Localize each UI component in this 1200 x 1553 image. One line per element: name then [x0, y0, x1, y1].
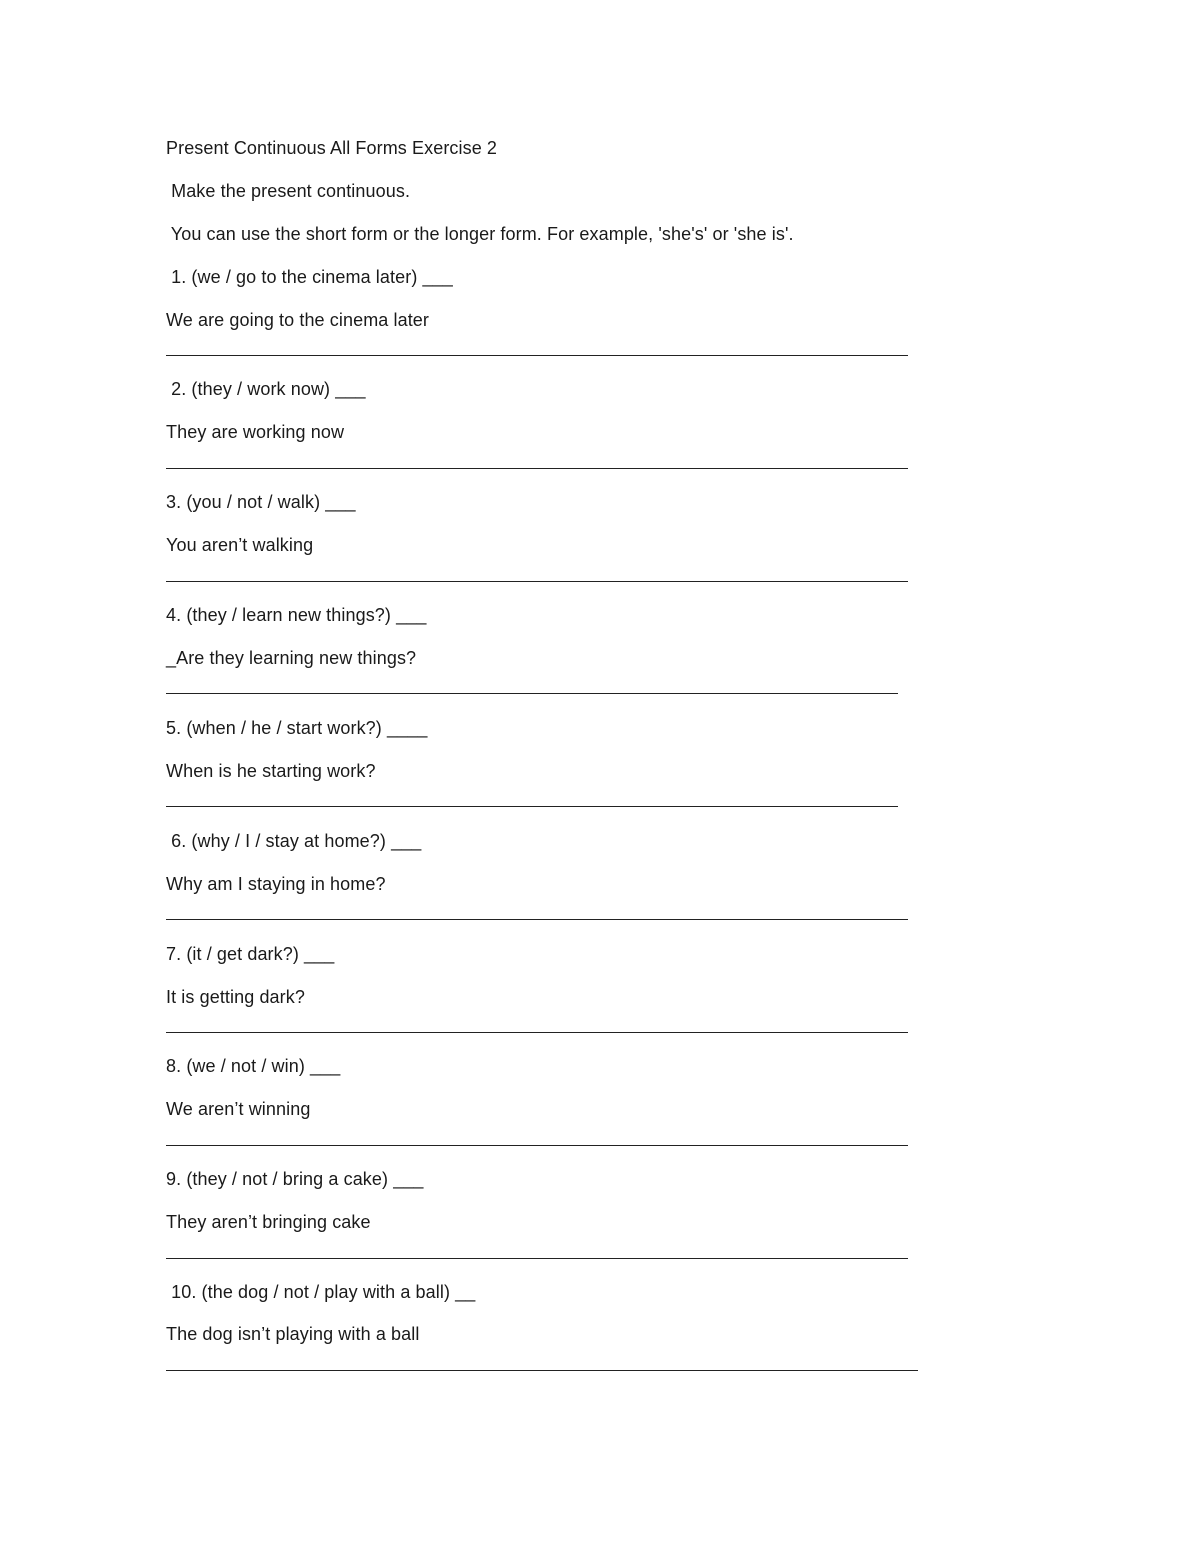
answer-underline — [166, 355, 908, 356]
answer-text: They are working now — [166, 422, 345, 442]
instruction-line: Make the present continuous. — [166, 181, 411, 201]
question-prompt: 6. (why / I / stay at home?) ___ — [166, 831, 422, 851]
answer-underline — [166, 1032, 908, 1033]
answer-text: _Are they learning new things? — [166, 648, 417, 668]
answer-text: Why am I staying in home? — [166, 874, 386, 894]
answer-underline — [166, 1258, 908, 1259]
answer-underline — [166, 806, 898, 807]
question-prompt: 10. (the dog / not / play with a ball) __ — [166, 1282, 476, 1302]
question-prompt: 2. (they / work now) ___ — [166, 379, 366, 399]
question-prompt: 3. (you / not / walk) ___ — [166, 492, 356, 512]
worksheet-title: Present Continuous All Forms Exercise 2 — [166, 138, 498, 158]
answer-underline — [166, 468, 908, 469]
question-prompt: 7. (it / get dark?) ___ — [166, 944, 335, 964]
answer-text: They aren’t bringing cake — [166, 1212, 371, 1232]
answer-underline — [166, 1145, 908, 1146]
question-prompt: 1. (we / go to the cinema later) ___ — [166, 267, 453, 287]
question-prompt: 8. (we / not / win) ___ — [166, 1056, 341, 1076]
question-prompt: 4. (they / learn new things?) ___ — [166, 605, 427, 625]
answer-underline — [166, 1370, 918, 1371]
answer-text: You aren’t walking — [166, 535, 314, 555]
question-prompt: 5. (when / he / start work?) ____ — [166, 718, 428, 738]
answer-text: It is getting dark? — [166, 987, 305, 1007]
answer-text: We are going to the cinema later — [166, 310, 430, 330]
answer-underline — [166, 581, 908, 582]
answer-underline — [166, 919, 908, 920]
answer-text: The dog isn’t playing with a ball — [166, 1324, 420, 1344]
answer-underline — [166, 693, 898, 694]
answer-text: When is he starting work? — [166, 761, 376, 781]
answer-text: We aren’t winning — [166, 1099, 311, 1119]
question-prompt: 9. (they / not / bring a cake) ___ — [166, 1169, 424, 1189]
instruction-line: You can use the short form or the longer form. For example, 'she's' or 'she is'. — [166, 224, 794, 244]
